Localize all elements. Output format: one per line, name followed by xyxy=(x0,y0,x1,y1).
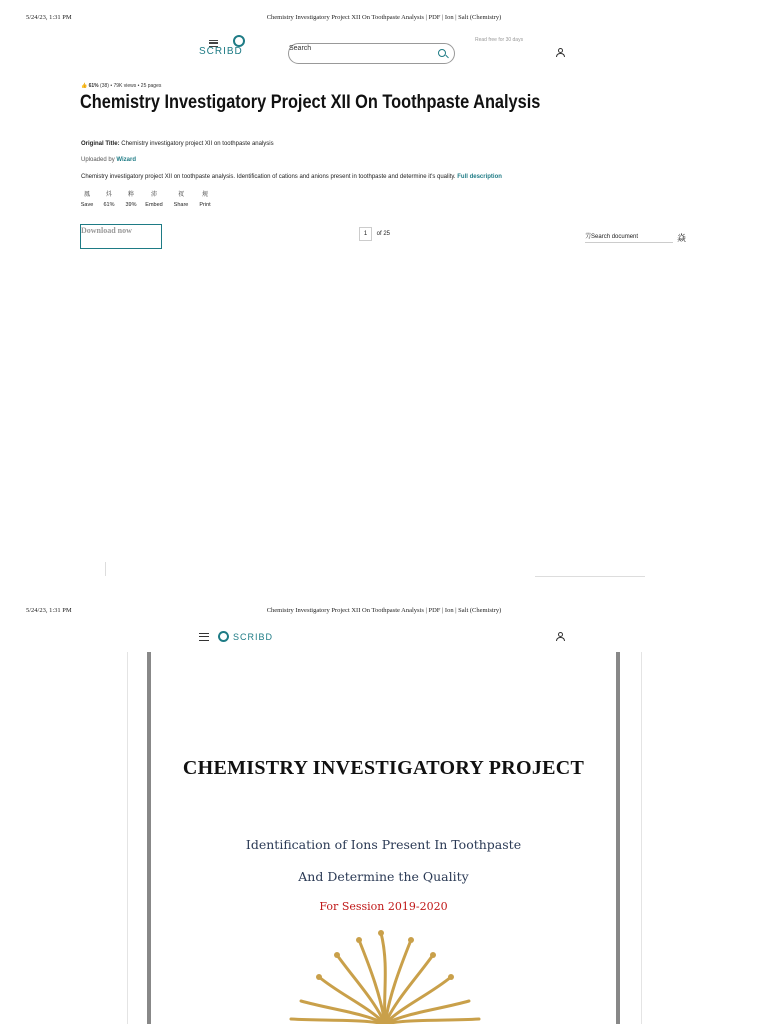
rating-count: (38) xyxy=(100,83,109,89)
download-now-button[interactable]: Download now xyxy=(80,224,162,249)
document-description xyxy=(81,174,502,180)
separator-dot: • xyxy=(137,83,141,89)
school-emblem-icon xyxy=(285,925,485,1024)
page-border-right xyxy=(616,652,620,1024)
menu-icon[interactable] xyxy=(199,633,209,641)
page-navigator xyxy=(359,227,390,241)
save-icon: 鳳 xyxy=(83,192,90,198)
rating-percent: 61% xyxy=(88,83,99,89)
share-label: Share xyxy=(173,202,189,208)
print-date: 5/24/23, 1:31 PM xyxy=(26,14,72,21)
read-free-link[interactable]: Read free for 30 days xyxy=(475,37,524,43)
thumb-icon: 👍 xyxy=(81,83,88,89)
print-doc-title: Chemistry Investigatory Project XII On Toothpaste Analysis | PDF | Ion | Salt (Chemistry) xyxy=(266,14,502,21)
cover-title: CHEMISTRY INVESTIGATORY PROJECT xyxy=(182,757,585,779)
search-document-icon: 芀 xyxy=(585,234,592,240)
original-title xyxy=(81,141,274,147)
print-date: 5/24/23, 1:31 PM xyxy=(26,607,72,614)
cover-subtitle: Identification of Ions Present In Toothpaste xyxy=(245,837,522,852)
user-icon[interactable] xyxy=(556,632,565,641)
divider xyxy=(535,576,645,577)
full-description-link[interactable]: Full description xyxy=(457,174,502,180)
description-text: Chemistry investigatory project XII on toothpaste analysis. Identification of cations and anions present in toothpaste and determine it's quality. xyxy=(81,174,456,180)
uploaded-by xyxy=(81,157,136,163)
session-label: For Session 2019-2020 xyxy=(319,900,448,913)
search-input[interactable]: Search xyxy=(289,45,312,52)
thumbs-down-icon: 粹 xyxy=(127,192,134,198)
search-bar[interactable] xyxy=(288,43,455,64)
pages-count: 25 pages xyxy=(140,83,162,89)
separator-dot: • xyxy=(110,83,114,89)
upvote-button[interactable] xyxy=(99,189,119,208)
page-count: of 25 xyxy=(376,231,391,237)
share-button[interactable] xyxy=(171,189,191,208)
original-title-label: Original Title: xyxy=(81,141,120,147)
save-label: Save xyxy=(80,202,94,208)
page-number-input[interactable]: 1 xyxy=(359,227,372,241)
user-icon[interactable] xyxy=(556,48,565,57)
share-icon: 衩 xyxy=(177,192,184,198)
views-count: 79K views xyxy=(113,83,137,89)
cover-subtitle-2: And Determine the Quality xyxy=(298,869,469,884)
divider xyxy=(105,562,106,576)
upvote-label: 61% xyxy=(103,202,115,208)
print-icon: 规 xyxy=(201,192,208,198)
print-header xyxy=(0,14,768,28)
uploaded-by-label: Uploaded by xyxy=(81,157,115,163)
scribd-logo[interactable] xyxy=(199,35,249,61)
document-stats xyxy=(81,83,161,89)
embed-button[interactable] xyxy=(144,189,164,208)
downvote-label: 39% xyxy=(125,202,137,208)
print-header xyxy=(0,607,768,621)
search-document-placeholder[interactable]: Search document xyxy=(591,234,639,240)
uploader-link[interactable]: Wizard xyxy=(116,157,136,163)
embed-label: Embed xyxy=(145,202,163,208)
search-document-field[interactable] xyxy=(585,231,673,243)
downvote-button[interactable] xyxy=(121,189,141,208)
thumbs-up-icon: 炓 xyxy=(105,192,112,198)
scribd-mark-icon xyxy=(218,631,229,642)
logo-text: SCRIBD xyxy=(199,46,243,57)
print-button[interactable] xyxy=(195,189,215,208)
document-title: Chemistry Investigatory Project XII On Toothpaste Analysis xyxy=(80,92,541,113)
fullscreen-icon[interactable]: 焱 xyxy=(677,233,687,243)
original-title-value: Chemistry investigatory project XII on toothpaste analysis xyxy=(121,141,274,147)
logo-text: SCRIBD xyxy=(233,632,274,642)
print-label: Print xyxy=(199,202,211,208)
print-doc-title: Chemistry Investigatory Project XII On Toothpaste Analysis | PDF | Ion | Salt (Chemistry) xyxy=(266,607,502,614)
embed-icon: 沛 xyxy=(150,192,157,198)
save-button[interactable] xyxy=(77,189,97,208)
search-icon[interactable] xyxy=(438,49,446,57)
